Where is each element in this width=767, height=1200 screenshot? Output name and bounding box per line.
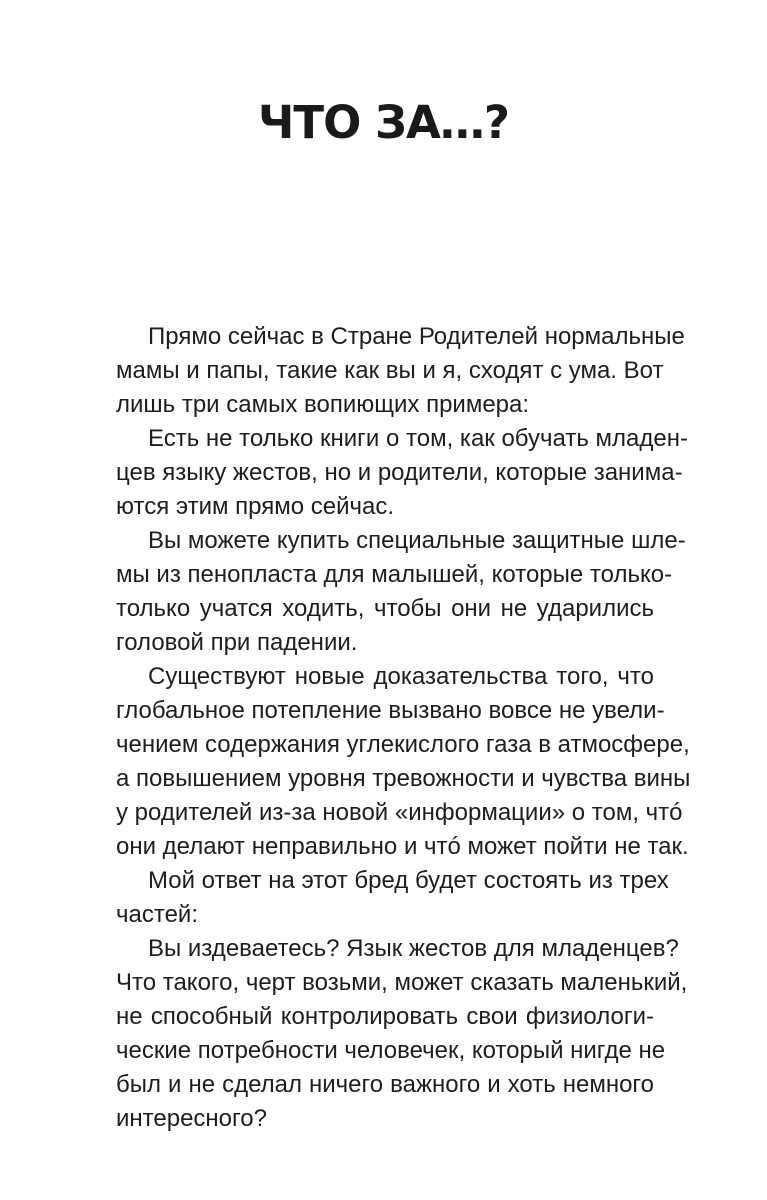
text-line: был и не сделал ничего важного и хоть немного <box>116 1071 654 1098</box>
text-line: Прямо сейчас в Стране Родителей нормальные <box>148 323 685 350</box>
text-line: Существуют новые доказательства того, что <box>148 663 654 690</box>
text-line: Что такого, черт возьми, может сказать маленький, <box>116 969 688 996</box>
text-line: лишь три самых вопиющих примера: <box>116 391 530 418</box>
text-line: ческие потребности человечек, который нигде не <box>116 1037 666 1064</box>
text-line: Мой ответ на этот бред будет состоять из трех <box>148 867 669 894</box>
text-line: мы из пенопласта для малышей, которые только- <box>116 561 673 588</box>
text-line: Есть не только книги о том, как обучать младен- <box>148 425 688 452</box>
text-line: а повышением уровня тревожности и чувства вины <box>116 765 691 792</box>
text-line: не способный контролировать свои физиологи- <box>116 1003 654 1030</box>
text-line: Вы издеваетесь? Язык жестов для младенцев? <box>148 935 679 962</box>
chapter-title: ЧТО ЗА…? <box>258 96 509 149</box>
text-line: мамы и папы, такие как вы и я, сходят с ума. Вот <box>116 357 664 384</box>
text-line: глобальное потепление вызвано вовсе не увели- <box>116 697 665 724</box>
text-line: ются этим прямо сейчас. <box>116 493 395 520</box>
body-text <box>116 320 691 1136</box>
text-line: они делают неправильно и чтó может пойти не так. <box>116 833 689 860</box>
text-line: частей: <box>116 901 198 928</box>
text-line: Вы можете купить специальные защитные шле- <box>148 527 686 554</box>
text-line: цев языку жестов, но и родители, которые занима- <box>116 459 683 486</box>
text-line: у родителей из-за новой «информации» о том, чтó <box>116 799 683 826</box>
text-line: головой при падении. <box>116 629 358 656</box>
text-line: интересного? <box>116 1105 267 1132</box>
text-line: только учатся ходить, чтобы они не ударились <box>116 595 654 622</box>
text-line: чением содержания углекислого газа в атмосфере, <box>116 731 690 758</box>
